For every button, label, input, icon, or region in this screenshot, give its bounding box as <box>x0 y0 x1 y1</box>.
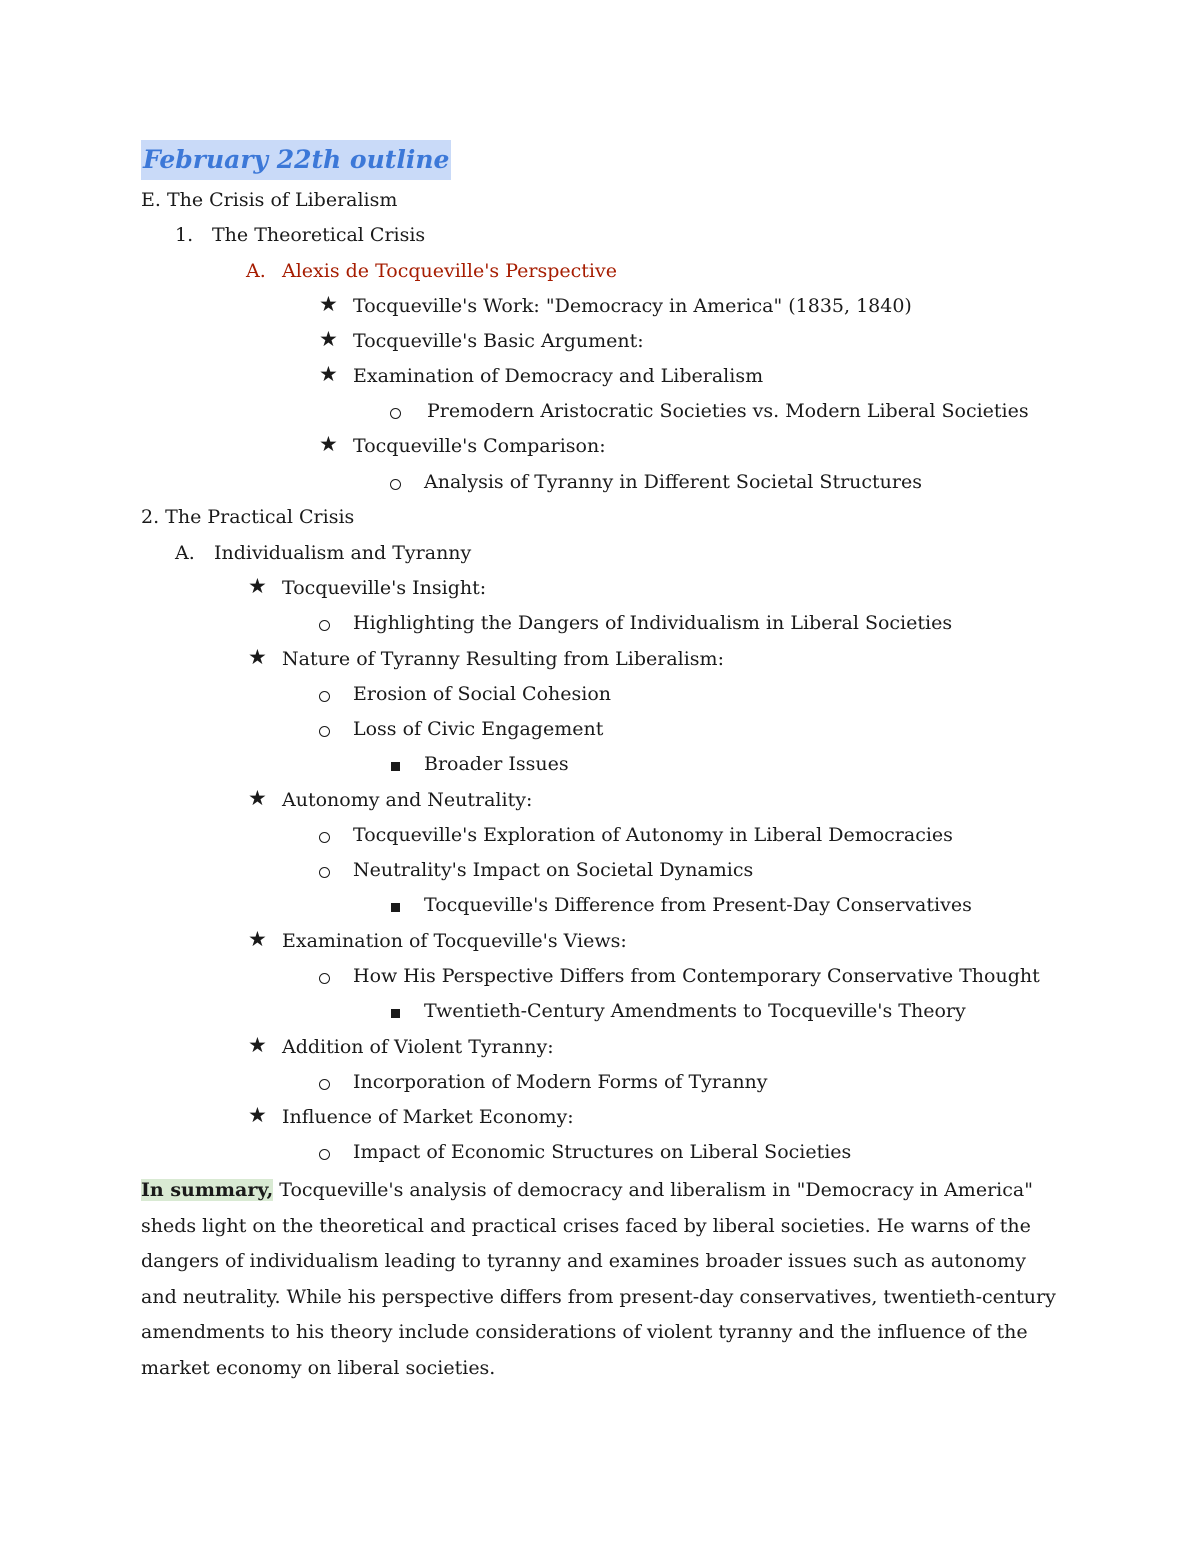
list-item: Tocqueville's Basic Argument: <box>353 330 644 352</box>
list-item: Loss of Civic Engagement <box>353 718 604 740</box>
list-item: Nature of Tyranny Resulting from Liberalism: <box>282 648 724 670</box>
list-item: Twentieth-Century Amendments to Tocqueville's Theory <box>424 1000 966 1022</box>
circle-bullet-icon <box>319 968 330 987</box>
summary-body: Tocqueville's analysis of democracy and liberalism in "Democracy in America" sheds light on the theoretical and practical crises faced by liberal societies. He warns of the dangers of individualism leading to tyranny and examines broader issues such as autonomy and neutrality. While his perspective differs from present-day conservatives, twentieth-century amendments to his theory include considerations of violent tyranny and the influence of the market economy on liberal societies. <box>141 1179 1056 1379</box>
page-title: February 22th outline <box>141 140 451 180</box>
star-icon: ★ <box>248 1033 267 1057</box>
circle-bullet-icon <box>319 686 330 705</box>
summary-lead: In summary, <box>141 1179 274 1201</box>
circle-bullet-icon <box>319 1144 330 1163</box>
section-practical-crisis: 2. The Practical Crisis <box>141 506 355 528</box>
circle-bullet-icon <box>390 474 401 493</box>
heading-tocqueville-perspective: Alexis de Tocqueville's Perspective <box>282 260 617 282</box>
square-bullet-icon <box>391 897 400 916</box>
letter-marker: A. <box>175 542 195 564</box>
heading-theoretical-crisis: The Theoretical Crisis <box>212 224 426 246</box>
circle-bullet-icon <box>319 862 330 881</box>
circle-bullet-icon <box>319 1074 330 1093</box>
list-item: Examination of Democracy and Liberalism <box>353 365 764 387</box>
star-icon: ★ <box>319 362 338 386</box>
list-item: Incorporation of Modern Forms of Tyranny <box>353 1071 768 1093</box>
list-item: Analysis of Tyranny in Different Societal Structures <box>424 471 922 493</box>
list-item: Tocqueville's Work: "Democracy in America" (1835, 1840) <box>353 295 912 317</box>
list-item: Impact of Economic Structures on Liberal Societies <box>353 1141 852 1163</box>
circle-bullet-icon <box>390 403 401 422</box>
list-item: How His Perspective Differs from Contemporary Conservative Thought <box>353 965 1040 987</box>
list-item: Neutrality's Impact on Societal Dynamics <box>353 859 754 881</box>
heading-individualism-tyranny: Individualism and Tyranny <box>214 542 472 564</box>
list-item: Examination of Tocqueville's Views: <box>282 930 627 952</box>
list-item: Highlighting the Dangers of Individualism in Liberal Societies <box>353 612 953 634</box>
list-item: Autonomy and Neutrality: <box>282 789 533 811</box>
square-bullet-icon <box>391 1003 400 1022</box>
square-bullet-icon <box>391 756 400 775</box>
list-item: Tocqueville's Insight: <box>282 577 487 599</box>
circle-bullet-icon <box>319 615 330 634</box>
star-icon: ★ <box>319 292 338 316</box>
list-item: Tocqueville's Difference from Present-Day Conservatives <box>424 894 972 916</box>
list-item: Premodern Aristocratic Societies vs. Modern Liberal Societies <box>427 400 1029 422</box>
list-item: Tocqueville's Exploration of Autonomy in Liberal Democracies <box>353 824 953 846</box>
summary-paragraph <box>141 1173 1056 1386</box>
star-icon: ★ <box>319 432 338 456</box>
circle-bullet-icon <box>319 827 330 846</box>
list-item: Erosion of Social Cohesion <box>353 683 612 705</box>
list-item: Tocqueville's Comparison: <box>353 435 606 457</box>
section-crisis-of-liberalism: E. The Crisis of Liberalism <box>141 189 398 211</box>
star-icon: ★ <box>248 645 267 669</box>
star-icon: ★ <box>248 786 267 810</box>
list-item: Addition of Violent Tyranny: <box>282 1036 554 1058</box>
list-item: Influence of Market Economy: <box>282 1106 574 1128</box>
numbered-marker: 1. <box>175 224 194 246</box>
list-item: Broader Issues <box>424 753 569 775</box>
circle-bullet-icon <box>319 721 330 740</box>
letter-marker: A. <box>246 260 266 282</box>
star-icon: ★ <box>248 1103 267 1127</box>
star-icon: ★ <box>319 327 338 351</box>
star-icon: ★ <box>248 927 267 951</box>
star-icon: ★ <box>248 574 267 598</box>
